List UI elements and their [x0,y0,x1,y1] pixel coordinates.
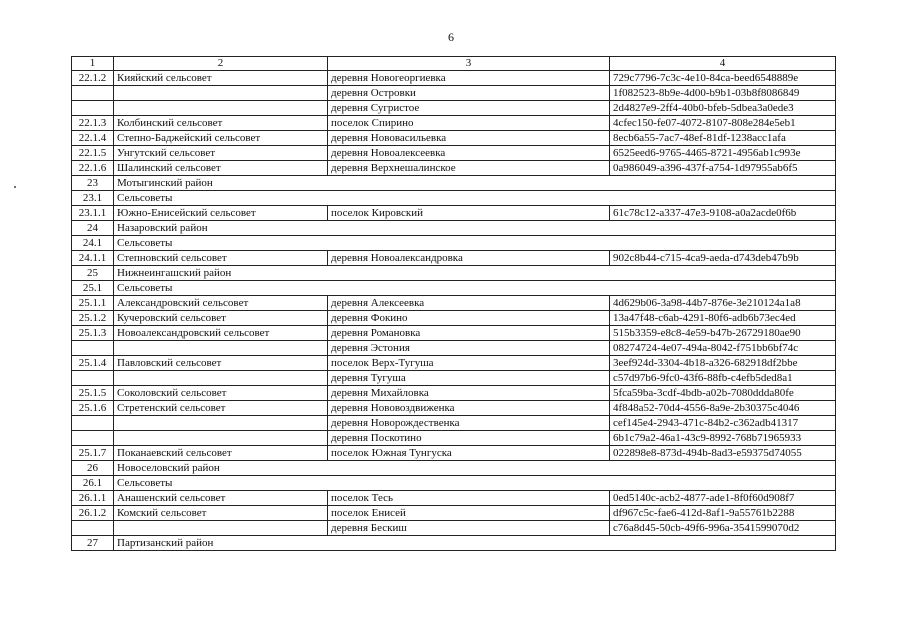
council-name [114,86,328,101]
table-row [72,326,836,341]
row-number [72,416,114,431]
council-name: Поканаевский сельсовет [114,446,328,461]
settlement-name: деревня Островки [328,86,610,101]
section-row [72,266,836,281]
table-row [72,131,836,146]
table-row [72,446,836,461]
council-name: Анашенский сельсовет [114,491,328,506]
council-name [114,431,328,446]
section-title: Сельсоветы [114,236,836,251]
section-title: Нижнеингашский район [114,266,836,281]
section-title: Сельсоветы [114,476,836,491]
council-name [114,371,328,386]
row-number: 24.1 [72,236,114,251]
row-number [72,431,114,446]
table-row [72,431,836,446]
settlement-name: деревня Нововоздвиженка [328,401,610,416]
page-number: 6 [448,30,454,44]
row-number: 27 [72,536,114,551]
council-name: Новоалександровский сельсовет [114,326,328,341]
settlement-id: 022898e8-873d-494b-8ad3-e59375d74055 [610,446,836,461]
section-row [72,236,836,251]
row-number: 26 [72,461,114,476]
council-name: Павловский сельсовет [114,356,328,371]
table-row [72,416,836,431]
settlement-id: cef145e4-2943-471c-84b2-c362adb41317 [610,416,836,431]
section-title: Назаровский район [114,221,836,236]
table-body [72,57,836,551]
settlement-id: 2d4827e9-2ff4-40b0-bfeb-5dbea3a0ede3 [610,101,836,116]
table-row [72,506,836,521]
row-number: 23.1 [72,191,114,206]
header-col-2: 2 [114,57,328,71]
settlements-table [71,56,836,551]
section-row [72,476,836,491]
settlement-id: 1f082523-8b9e-4d00-b9b1-03b8f8086849 [610,86,836,101]
row-number [72,86,114,101]
table-row [72,71,836,86]
council-name [114,416,328,431]
scan-speck [14,186,16,188]
settlement-id: 61c78c12-a337-47e3-9108-a0a2acde0f6b [610,206,836,221]
row-number: 22.1.4 [72,131,114,146]
settlement-name: деревня Эстония [328,341,610,356]
settlement-name: поселок Южная Тунгуска [328,446,610,461]
settlement-name: деревня Новоалексеевка [328,146,610,161]
table-row [72,146,836,161]
settlement-name: поселок Кировский [328,206,610,221]
settlement-name: деревня Нововасильевка [328,131,610,146]
council-name: Комский сельсовет [114,506,328,521]
settlement-name: деревня Сугристое [328,101,610,116]
row-number: 26.1.2 [72,506,114,521]
row-number: 22.1.3 [72,116,114,131]
settlement-id: 729c7796-7c3c-4e10-84ca-beed6548889e [610,71,836,86]
settlement-name: деревня Бескиш [328,521,610,536]
row-number: 22.1.2 [72,71,114,86]
council-name: Унгутский сельсовет [114,146,328,161]
table-row [72,401,836,416]
settlement-id: 08274724-4e07-494a-8042-f751bb6bf74c [610,341,836,356]
settlement-name: поселок Верх-Тугуша [328,356,610,371]
settlement-id: 4cfec150-fe07-4072-8107-808e284e5eb1 [610,116,836,131]
settlement-name: деревня Алексеевка [328,296,610,311]
row-number: 23 [72,176,114,191]
council-name: Кияйский сельсовет [114,71,328,86]
row-number: 23.1.1 [72,206,114,221]
settlement-id: c76a8d45-50cb-49f6-996a-3541599070d2 [610,521,836,536]
settlement-name: деревня Верхнешалинское [328,161,610,176]
council-name: Соколовский сельсовет [114,386,328,401]
row-number: 25.1 [72,281,114,296]
section-title: Новоселовский район [114,461,836,476]
council-name: Кучеровский сельсовет [114,311,328,326]
row-number: 25.1.3 [72,326,114,341]
settlement-name: деревня Новорождественка [328,416,610,431]
row-number: 25.1.7 [72,446,114,461]
row-number: 26.1 [72,476,114,491]
row-number: 22.1.5 [72,146,114,161]
settlement-id: 0a986049-a396-437f-a754-1d97955ab6f5 [610,161,836,176]
settlement-id: 902c8b44-c715-4ca9-aeda-d743deb47b9b [610,251,836,266]
table-row [72,311,836,326]
table-row [72,341,836,356]
row-number: 25.1.5 [72,386,114,401]
table-row [72,101,836,116]
row-number: 26.1.1 [72,491,114,506]
row-number: 25 [72,266,114,281]
settlement-name: деревня Фокино [328,311,610,326]
settlement-id: 4d629b06-3a98-44b7-876e-3e210124a1a8 [610,296,836,311]
table-row [72,491,836,506]
table-row [72,251,836,266]
section-title: Сельсоветы [114,281,836,296]
section-row [72,536,836,551]
settlement-id: 6b1c79a2-46a1-43c9-8992-768b71965933 [610,431,836,446]
table-row [72,206,836,221]
section-row [72,221,836,236]
row-number: 25.1.1 [72,296,114,311]
row-number: 25.1.4 [72,356,114,371]
section-row [72,461,836,476]
table-header-row [72,57,836,71]
section-row [72,281,836,296]
row-number: 24 [72,221,114,236]
council-name: Александровский сельсовет [114,296,328,311]
header-col-4: 4 [610,57,836,71]
row-number: 22.1.6 [72,161,114,176]
table-row [72,386,836,401]
settlement-name: деревня Новогеоргиевка [328,71,610,86]
council-name: Степновский сельсовет [114,251,328,266]
table-row [72,161,836,176]
section-title: Сельсоветы [114,191,836,206]
council-name [114,341,328,356]
table-row [72,521,836,536]
settlement-id: 5fca59ba-3cdf-4bdb-a02b-7080ddda80fe [610,386,836,401]
settlement-name: деревня Новоалександровка [328,251,610,266]
settlement-id: 13a47f48-c6ab-4291-80f6-adb6b73ec4ed [610,311,836,326]
settlement-id: 3eef924d-3304-4b18-a326-682918df2bbe [610,356,836,371]
table-row [72,116,836,131]
row-number [72,341,114,356]
settlement-id: 515b3359-e8c8-4e59-b47b-26729180ae90 [610,326,836,341]
settlement-id: 0ed5140c-acb2-4877-ade1-8f0f60d908f7 [610,491,836,506]
section-title: Мотыгинский район [114,176,836,191]
row-number [72,371,114,386]
settlement-name: деревня Романовка [328,326,610,341]
row-number: 25.1.6 [72,401,114,416]
settlement-id: 8ecb6a55-7ac7-48ef-81df-1238acc1afa [610,131,836,146]
council-name: Шалинский сельсовет [114,161,328,176]
settlement-id: df967c5c-fae6-412d-8af1-9a55761b2288 [610,506,836,521]
row-number: 24.1.1 [72,251,114,266]
section-row [72,176,836,191]
settlement-id: 4f848a52-70d4-4556-8a9e-2b30375c4046 [610,401,836,416]
table-row [72,296,836,311]
council-name: Колбинский сельсовет [114,116,328,131]
council-name: Степно-Баджейский сельсовет [114,131,328,146]
table-row [72,371,836,386]
settlement-name: деревня Тугуша [328,371,610,386]
section-title: Партизанский район [114,536,836,551]
council-name: Южно-Енисейский сельсовет [114,206,328,221]
table-row [72,86,836,101]
settlement-name: деревня Михайловка [328,386,610,401]
council-name [114,101,328,116]
council-name [114,521,328,536]
settlement-name: поселок Спирино [328,116,610,131]
settlement-name: поселок Тесь [328,491,610,506]
settlement-name: деревня Поскотино [328,431,610,446]
settlement-id: 6525eed6-9765-4465-8721-4956ab1c993e [610,146,836,161]
section-row [72,191,836,206]
header-col-3: 3 [328,57,610,71]
row-number [72,101,114,116]
settlement-name: поселок Енисей [328,506,610,521]
settlement-id: c57d97b6-9fc0-43f6-88fb-c4efb5ded8a1 [610,371,836,386]
council-name: Стретенский сельсовет [114,401,328,416]
row-number: 25.1.2 [72,311,114,326]
header-col-1: 1 [72,57,114,71]
table-row [72,356,836,371]
row-number [72,521,114,536]
